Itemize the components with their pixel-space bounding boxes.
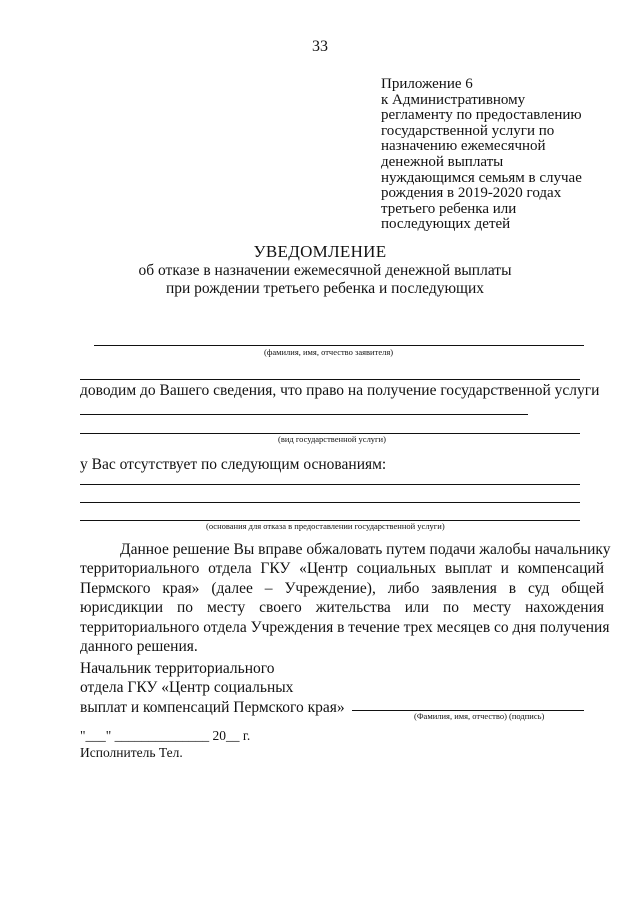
document-title: УВЕДОМЛЕНИЕ bbox=[253, 242, 387, 261]
annex-line: назначению ежемесячной bbox=[381, 138, 546, 155]
date-line: "___" ______________ 20__ г. bbox=[80, 728, 251, 743]
paragraph-line: территориального отдела ГКУ «Центр социальных выплат и компенсаций bbox=[80, 560, 604, 578]
paragraph-line: Данное решение Вы вправе обжаловать путем подачи жалобы начальнику bbox=[120, 541, 611, 558]
paragraph-line: юрисдикции по месту своего жительства или по месту нахождения bbox=[80, 599, 604, 617]
signatory-block bbox=[80, 659, 345, 717]
signatory-line-3: выплат и компенсаций Пермского края» bbox=[80, 698, 345, 716]
annex-line: Приложение 6 bbox=[381, 76, 473, 92]
signature-caption: (Фамилия, имя, отчество) (подпись) bbox=[414, 711, 545, 721]
blank-line bbox=[80, 379, 580, 380]
paragraph-line: территориального отдела Учреждения в течение трех месяцев со дня получения bbox=[80, 618, 610, 636]
annex-line: рождения в 2019-2020 годах bbox=[381, 185, 562, 202]
paragraph-line: данного решения. bbox=[80, 638, 198, 656]
document-subtitle bbox=[0, 262, 640, 298]
paragraph-line: Пермского края» (далее – Учреждение), либо заявления в суд общей bbox=[80, 579, 604, 597]
applicant-caption: (фамилия, имя, отчество заявителя) bbox=[264, 347, 394, 357]
signatory-line-2: отдела ГКУ «Центр социальных bbox=[80, 679, 294, 697]
annex-line: к Административному bbox=[381, 91, 526, 108]
executor-line: Исполнитель Тел. bbox=[80, 745, 183, 760]
reason-line bbox=[80, 484, 580, 485]
subtitle-line-1: об отказе в назначении ежемесячной денежной выплаты bbox=[138, 262, 512, 279]
subtitle-line-2: при рождении третьего ребенка и последующих bbox=[165, 280, 485, 297]
page-number: 33 bbox=[312, 38, 328, 55]
reason-line bbox=[80, 502, 580, 503]
reasons-caption: (основания для отказа в предоставлении государственной услуги) bbox=[206, 521, 445, 531]
signatory-line-1: Начальник территориального bbox=[80, 660, 275, 677]
annex-line: последующих детей bbox=[381, 216, 511, 233]
applicant-name-line bbox=[94, 345, 584, 346]
annex-line: государственной услуги по bbox=[381, 122, 555, 139]
appeal-paragraph bbox=[80, 540, 611, 656]
annex-line: денежной выплаты bbox=[381, 153, 504, 170]
annex-header bbox=[381, 77, 582, 233]
annex-line: третьего ребенка или bbox=[381, 200, 517, 217]
absent-text: у Вас отсутствует по следующим основаниям: bbox=[80, 456, 387, 473]
service-caption: (вид государственной услуги) bbox=[278, 434, 386, 444]
notify-text: доводим до Вашего сведения, что право на получение государственной услуги bbox=[80, 382, 600, 399]
annex-line: нуждающимся семьям в случае bbox=[381, 169, 582, 186]
blank-line bbox=[80, 414, 528, 415]
annex-line: регламенту по предоставлению bbox=[381, 107, 582, 124]
